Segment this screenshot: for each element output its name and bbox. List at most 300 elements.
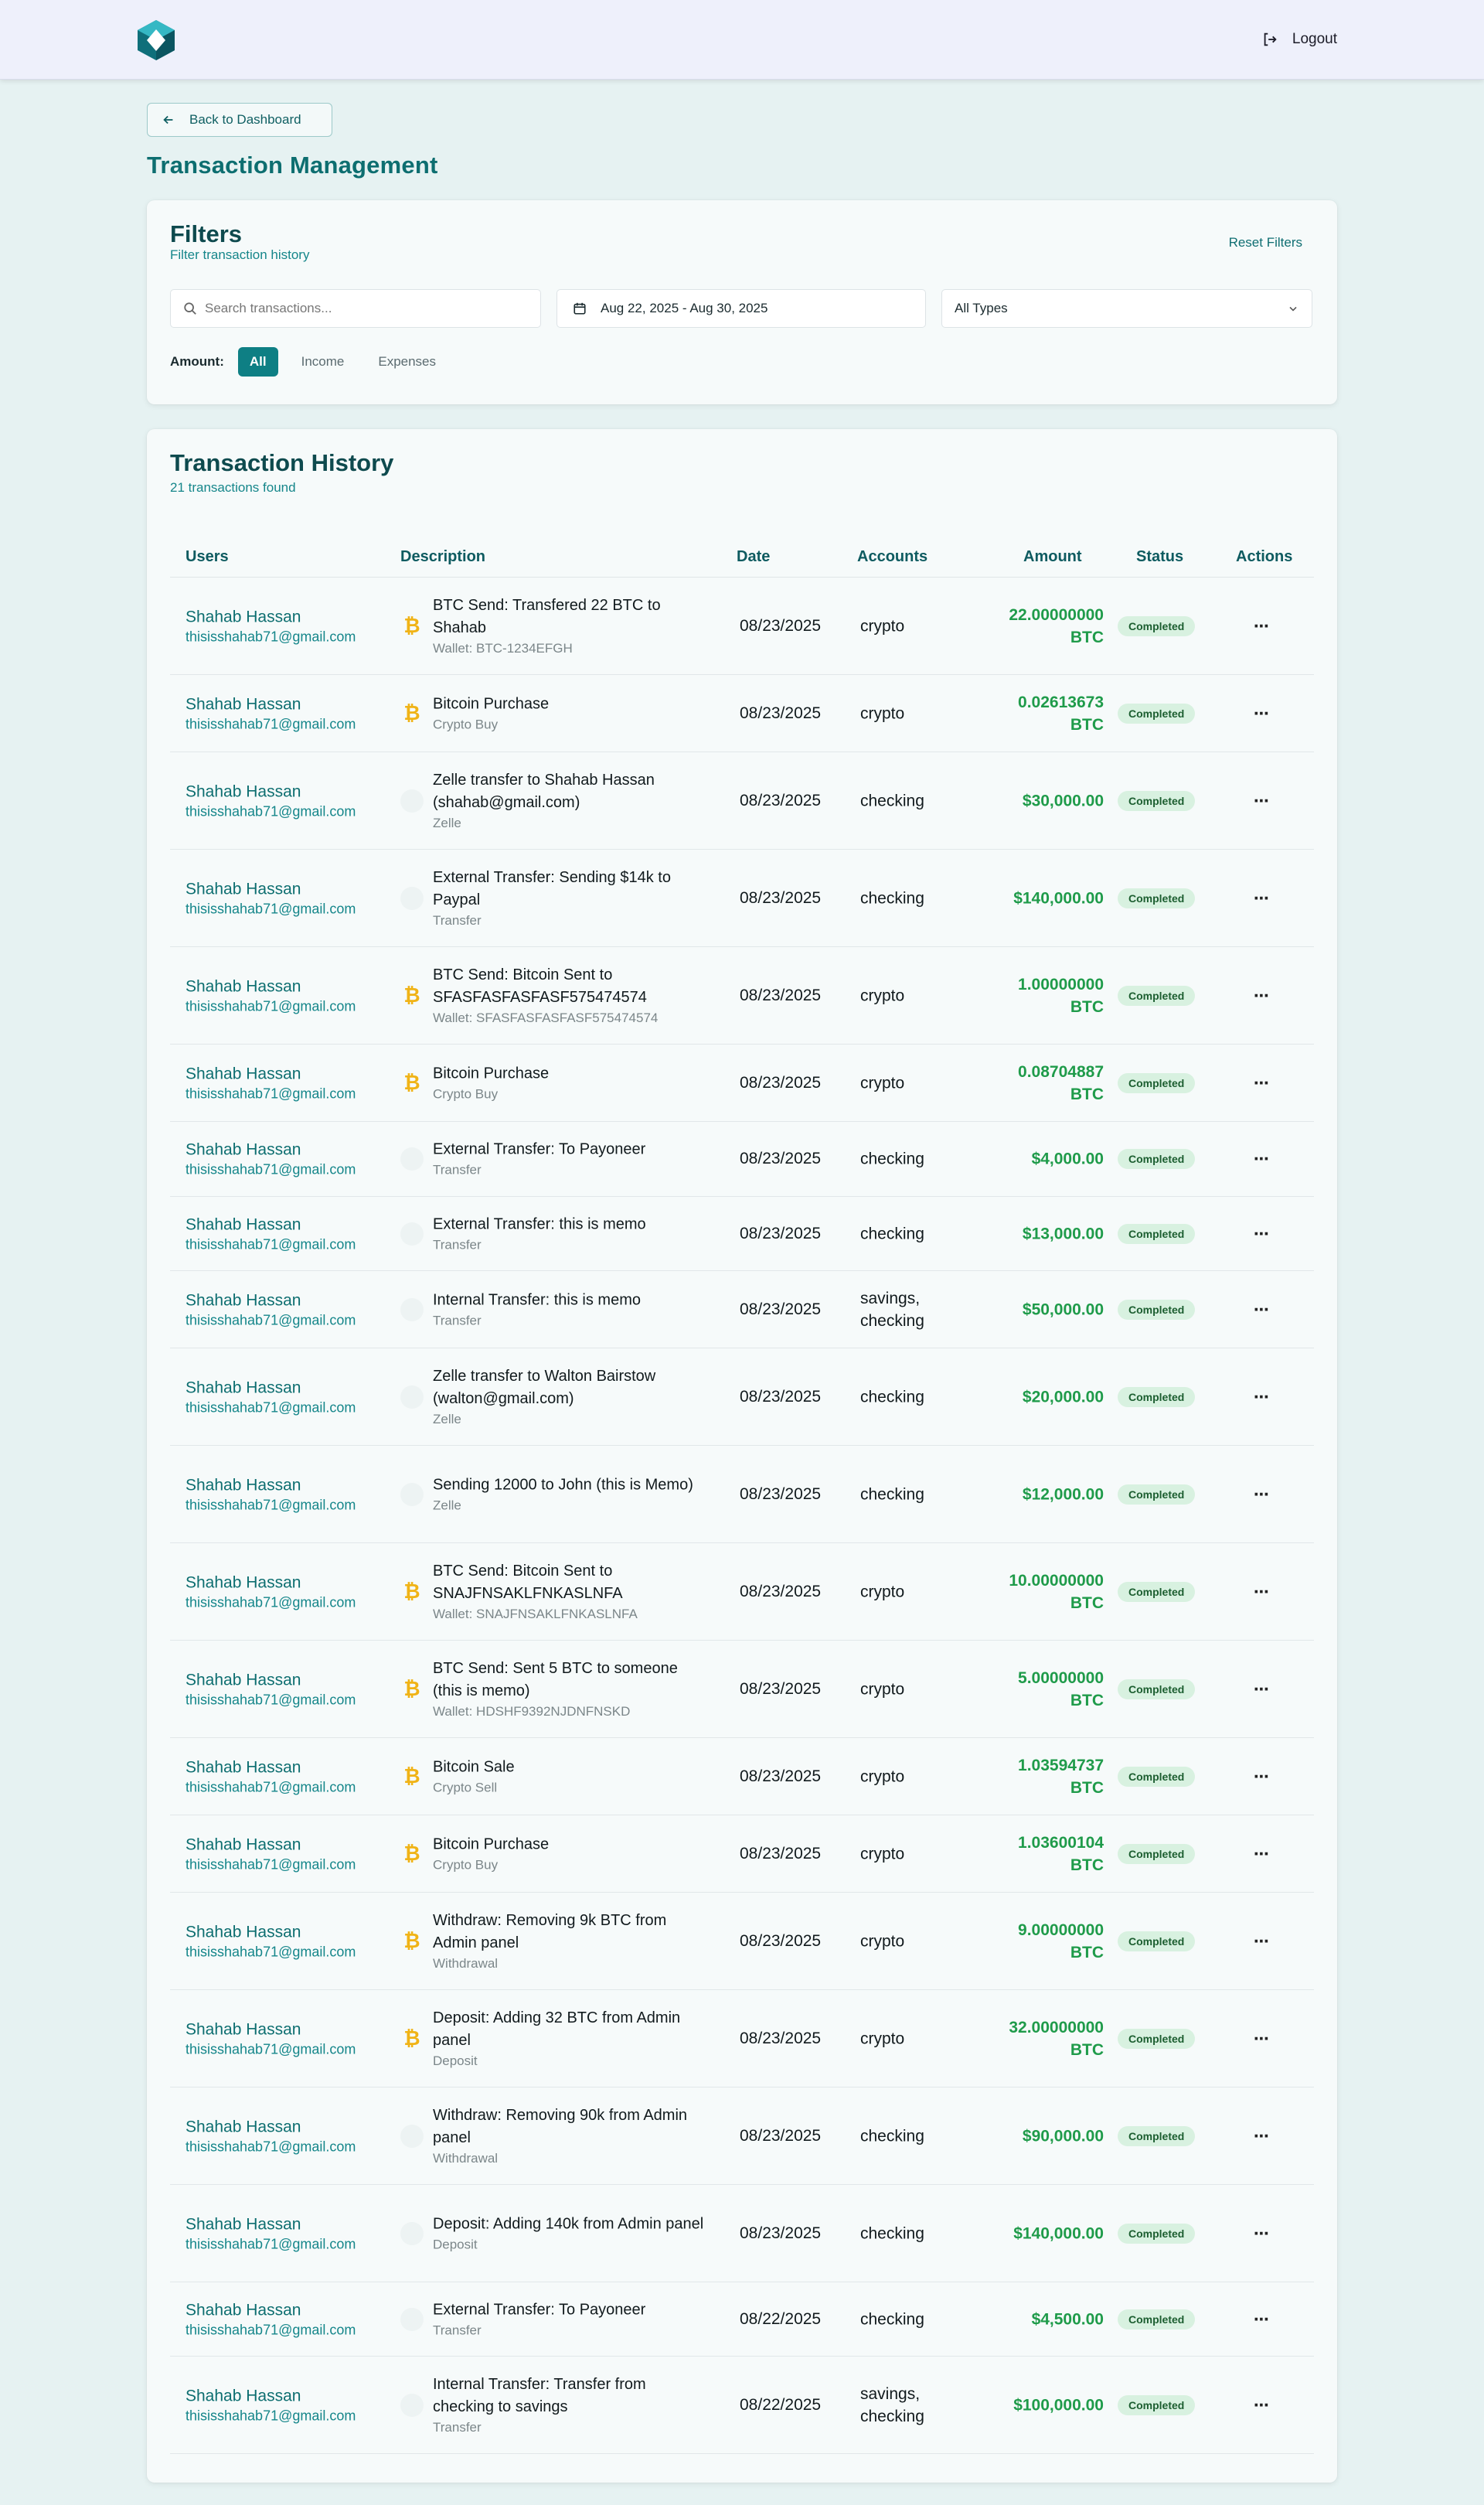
accounts-cell: checking (860, 1150, 924, 1168)
user-cell (186, 1140, 356, 1179)
user-cell (186, 976, 356, 1015)
status-badge: Completed (1118, 1300, 1195, 1320)
filters-title: Filters (170, 220, 243, 247)
description-title: Withdraw: Removing 90k from Admin panel (433, 2106, 688, 2146)
table-row (170, 2357, 1314, 2454)
description-subtitle: Transfer (433, 1237, 482, 1252)
status-badge: Completed (1118, 2309, 1195, 2329)
type-select[interactable] (941, 289, 1312, 328)
amount-filter (170, 346, 447, 377)
user-name: Shahab Hassan (186, 1215, 301, 1233)
description-title: Deposit: Adding 140k from Admin panel (433, 2215, 704, 2232)
description-title: Zelle transfer to Walton Bairstow (walton@gmail.com) (433, 1367, 656, 1407)
more-actions-icon[interactable]: ⋯ (1254, 2397, 1269, 2414)
more-actions-icon[interactable]: ⋯ (1254, 1933, 1269, 1950)
user-email: thisisshahab71@gmail.com (186, 1497, 356, 1512)
description-title: Deposit: Adding 32 BTC from Admin panel (433, 2009, 681, 2049)
amount-cell: $12,000.00 (1022, 1485, 1104, 1503)
description-cell (433, 2213, 711, 2254)
amount-option-expenses[interactable]: Expenses (378, 354, 437, 369)
user-cell (186, 694, 356, 733)
amount-cell: 22.00000000 BTC (1009, 605, 1104, 646)
table-header (170, 537, 1314, 578)
more-actions-icon[interactable]: ⋯ (1254, 1486, 1269, 1503)
table-row (170, 947, 1314, 1045)
status-badge: Completed (1118, 1073, 1195, 1093)
status-badge: Completed (1118, 791, 1195, 811)
amount-cell: 9.00000000 BTC (1018, 1920, 1104, 1961)
status-badge: Completed (1118, 1844, 1195, 1864)
accounts-cell: crypto (860, 1680, 905, 1698)
description-title: External Transfer: this is memo (433, 1215, 646, 1232)
description-cell (433, 1833, 711, 1874)
amount-cell: 1.00000000 BTC (1018, 975, 1104, 1016)
date-cell: 08/22/2025 (740, 2309, 822, 2328)
date-cell: 08/23/2025 (740, 1224, 822, 1242)
bitcoin-icon: ₿ (403, 614, 420, 637)
user-email: thisisshahab71@gmail.com (186, 998, 356, 1014)
status-cell (1118, 888, 1195, 908)
description-cell (433, 2105, 711, 2168)
description-cell (433, 1365, 711, 1429)
description-title: BTC Send: Bitcoin Sent to SNAJFNSAKLFNKASLNFA (433, 1562, 623, 1602)
amount-cell: $20,000.00 (1022, 1388, 1104, 1406)
amount-cell: $140,000.00 (1013, 2224, 1104, 2242)
accounts-cell: checking (860, 1225, 924, 1242)
description-subtitle: Transfer (433, 1313, 482, 1327)
table-row (170, 850, 1314, 947)
description-subtitle: Wallet: HDSHF9392NJDNFNSKD (433, 1703, 631, 1719)
user-email: thisisshahab71@gmail.com (186, 2408, 356, 2423)
description-subtitle: Crypto Sell (433, 1780, 498, 1794)
more-actions-icon[interactable]: ⋯ (1254, 1389, 1269, 1406)
chevron-down-icon (1287, 302, 1299, 315)
description-cell (433, 769, 711, 833)
description-title: Internal Transfer: Transfer from checking to savings (433, 2375, 646, 2415)
description-title: BTC Send: Transfered 22 BTC to Shahab (433, 596, 661, 636)
bitcoin-icon: ₿ (403, 2026, 420, 2050)
user-name: Shahab Hassan (186, 1573, 301, 1591)
status-cell (1118, 1484, 1195, 1505)
description-cell (433, 1213, 711, 1254)
user-email: thisisshahab71@gmail.com (186, 1856, 356, 1872)
description-subtitle: Crypto Buy (433, 717, 499, 731)
date-cell: 08/23/2025 (740, 1582, 822, 1600)
accounts-cell: crypto (860, 1074, 905, 1092)
bitcoin-icon: ₿ (403, 983, 420, 1007)
amount-cell: 0.08704887 BTC (1018, 1062, 1104, 1103)
filters-card (147, 200, 1337, 404)
description-title: Bitcoin Purchase (433, 695, 550, 712)
user-email: thisisshahab71@gmail.com (186, 1161, 356, 1178)
user-cell (186, 2214, 356, 2253)
back-label: Back to Dashboard (189, 112, 301, 127)
status-cell (1118, 986, 1195, 1006)
amount-cell: 1.03594737 BTC (1018, 1756, 1104, 1797)
more-actions-icon[interactable]: ⋯ (1254, 705, 1269, 722)
history-title: Transaction History (170, 449, 394, 476)
status-cell (1118, 791, 1195, 811)
more-actions-icon[interactable]: ⋯ (1254, 618, 1269, 635)
status-badge: Completed (1118, 1149, 1195, 1169)
description-cell (433, 964, 711, 1028)
logout-button[interactable] (1261, 28, 1337, 51)
description-title: Sending 12000 to John (this is Memo) (433, 1476, 693, 1493)
status-cell (1118, 1679, 1195, 1699)
table-row (170, 752, 1314, 850)
table-row (170, 1122, 1314, 1197)
status-badge: Completed (1118, 1224, 1195, 1244)
transaction-type-icon (400, 887, 424, 910)
user-email: thisisshahab71@gmail.com (186, 2139, 356, 2154)
transaction-type-icon (400, 1298, 424, 1321)
description-cell (433, 2374, 711, 2437)
table-row (170, 1348, 1314, 1446)
description-cell (433, 1756, 711, 1797)
description-subtitle: Crypto Buy (433, 1086, 499, 1101)
accounts-cell: checking (860, 889, 924, 907)
table-row (170, 1271, 1314, 1348)
status-badge: Completed (1118, 1767, 1195, 1787)
table-row (170, 1446, 1314, 1543)
date-cell: 08/23/2025 (740, 1931, 822, 1950)
amount-cell: 5.00000000 BTC (1018, 1668, 1104, 1709)
top-navbar (0, 0, 1484, 80)
user-email: thisisshahab71@gmail.com (186, 1779, 356, 1794)
status-cell (1118, 2224, 1195, 2244)
more-actions-icon[interactable]: ⋯ (1254, 2225, 1269, 2242)
user-cell (186, 2019, 356, 2058)
user-email: thisisshahab71@gmail.com (186, 1312, 356, 1327)
user-email: thisisshahab71@gmail.com (186, 1944, 356, 1959)
bitcoin-icon: ₿ (403, 1842, 420, 1865)
user-cell (186, 1921, 356, 1961)
date-cell: 08/23/2025 (740, 704, 822, 722)
more-actions-icon[interactable]: ⋯ (1254, 1681, 1269, 1698)
status-cell (1118, 616, 1195, 636)
date-cell: 08/23/2025 (740, 1300, 822, 1318)
transaction-type-icon (400, 1147, 424, 1171)
status-badge: Completed (1118, 1931, 1195, 1951)
description-title: Withdraw: Removing 9k BTC from Admin panel (433, 1911, 667, 1951)
status-cell (1118, 2126, 1195, 2146)
status-cell (1118, 1224, 1195, 1244)
user-name: Shahab Hassan (186, 2387, 301, 2404)
search-input[interactable] (205, 301, 529, 316)
table-row (170, 2185, 1314, 2282)
amount-cell: 0.02613673 BTC (1018, 693, 1104, 734)
status-badge: Completed (1118, 2224, 1195, 2244)
user-cell (186, 1572, 356, 1611)
status-cell (1118, 1073, 1195, 1093)
amount-cell: 10.00000000 BTC (1009, 1571, 1104, 1612)
more-actions-icon[interactable]: ⋯ (1254, 1301, 1269, 1318)
user-name: Shahab Hassan (186, 782, 301, 800)
status-badge: Completed (1118, 888, 1195, 908)
transaction-type-icon (400, 2308, 424, 2331)
description-subtitle: Wallet: SNAJFNSAKLFNKASLNFA (433, 1606, 638, 1621)
description-subtitle: Transfer (433, 912, 482, 928)
user-name: Shahab Hassan (186, 695, 301, 713)
more-actions-icon[interactable]: ⋯ (1254, 1768, 1269, 1785)
accounts-cell: crypto (860, 2030, 905, 2047)
description-subtitle: Deposit (433, 2237, 478, 2251)
more-actions-icon[interactable]: ⋯ (1254, 792, 1269, 809)
date-cell: 08/23/2025 (740, 1387, 822, 1406)
search-icon (183, 302, 197, 315)
date-cell: 08/23/2025 (740, 1073, 822, 1092)
amount-cell: 32.00000000 BTC (1009, 2018, 1104, 2059)
user-name: Shahab Hassan (186, 608, 301, 625)
description-subtitle: Transfer (433, 2419, 482, 2435)
column-description: Description (400, 548, 486, 565)
date-cell: 08/23/2025 (740, 888, 822, 907)
accounts-cell: crypto (860, 987, 905, 1004)
transaction-type-icon (400, 2125, 424, 2148)
table-row (170, 1990, 1314, 2088)
transaction-type-icon (400, 2394, 424, 2417)
status-badge: Completed (1118, 2126, 1195, 2146)
bitcoin-icon: ₿ (403, 1929, 420, 1952)
description-cell (433, 1560, 711, 1624)
description-title: External Transfer: Sending $14k to Paypal (433, 868, 671, 908)
description-cell (433, 867, 711, 930)
user-name: Shahab Hassan (186, 1291, 301, 1309)
user-email: thisisshahab71@gmail.com (186, 716, 356, 731)
description-title: BTC Send: Sent 5 BTC to someone (this is memo) (433, 1659, 678, 1699)
bitcoin-icon: ₿ (403, 701, 420, 724)
user-cell (186, 1290, 356, 1329)
status-cell (1118, 2395, 1195, 2415)
more-actions-icon[interactable]: ⋯ (1254, 987, 1269, 1004)
date-cell: 08/23/2025 (740, 1150, 822, 1167)
user-cell (186, 606, 356, 646)
back-to-dashboard-button[interactable] (147, 103, 332, 137)
user-email: thisisshahab71@gmail.com (186, 2041, 356, 2057)
accounts-cell: checking (860, 1485, 924, 1503)
more-actions-icon[interactable]: ⋯ (1254, 2128, 1269, 2145)
user-email: thisisshahab71@gmail.com (186, 803, 356, 819)
column-accounts: Accounts (857, 548, 928, 565)
description-title: External Transfer: To Payoneer (433, 1140, 646, 1158)
amount-cell: 1.03600104 BTC (1018, 1833, 1104, 1874)
user-cell (186, 2299, 356, 2339)
description-title: Bitcoin Purchase (433, 1835, 550, 1852)
status-cell (1118, 2029, 1195, 2049)
description-cell (433, 1289, 711, 1330)
user-cell (186, 781, 356, 820)
bitcoin-icon: ₿ (403, 1677, 420, 1700)
table-row (170, 1197, 1314, 1271)
amount-option-all[interactable]: All (238, 347, 278, 377)
user-cell (186, 1214, 356, 1253)
date-cell: 08/23/2025 (740, 1679, 822, 1698)
description-cell (433, 1910, 711, 1973)
user-cell (186, 1834, 356, 1873)
status-badge: Completed (1118, 616, 1195, 636)
date-cell: 08/23/2025 (740, 616, 822, 635)
user-cell (186, 1474, 356, 1514)
status-badge: Completed (1118, 986, 1195, 1006)
amount-cell: $100,000.00 (1013, 2396, 1104, 2414)
accounts-cell: checking (860, 792, 924, 809)
column-users: Users (186, 548, 229, 565)
description-cell (433, 2007, 711, 2070)
user-name: Shahab Hassan (186, 2215, 301, 2233)
transaction-type-icon (400, 1222, 424, 1246)
user-name: Shahab Hassan (186, 2118, 301, 2135)
description-title: Bitcoin Sale (433, 1758, 515, 1775)
accounts-cell: crypto (860, 704, 905, 722)
user-name: Shahab Hassan (186, 1671, 301, 1689)
status-cell (1118, 1931, 1195, 1951)
status-cell (1118, 1844, 1195, 1864)
accounts-cell: crypto (860, 1767, 905, 1785)
description-cell (433, 693, 711, 734)
description-cell (433, 1139, 711, 1180)
user-name: Shahab Hassan (186, 977, 301, 995)
accounts-cell: crypto (860, 1845, 905, 1863)
date-range-value: Aug 22, 2025 - Aug 30, 2025 (601, 301, 768, 315)
more-actions-icon[interactable]: ⋯ (1254, 1583, 1269, 1600)
status-badge: Completed (1118, 1582, 1195, 1602)
accounts-cell: checking (860, 2310, 924, 2328)
date-cell: 08/23/2025 (740, 2029, 822, 2047)
table-row (170, 1893, 1314, 1990)
page-title: Transaction Management (147, 152, 438, 179)
user-cell (186, 1377, 356, 1416)
description-subtitle: Zelle (433, 1498, 461, 1512)
amount-cell: $4,500.00 (1031, 2310, 1104, 2328)
description-title: Zelle transfer to Shahab Hassan (shahab@gmail.com) (433, 771, 655, 811)
date-cell: 08/23/2025 (740, 986, 822, 1004)
amount-option-income[interactable]: Income (301, 354, 345, 369)
bitcoin-icon: ₿ (403, 1071, 420, 1094)
date-cell: 08/23/2025 (740, 2224, 822, 2242)
status-cell (1118, 1149, 1195, 1169)
table-row (170, 1045, 1314, 1122)
user-email: thisisshahab71@gmail.com (186, 2236, 356, 2251)
description-cell (433, 1658, 711, 1721)
filters-subtitle: Filter transaction history (170, 247, 310, 262)
description-subtitle: Zelle (433, 1411, 461, 1426)
calendar-icon (573, 302, 587, 315)
accounts-cell: checking (860, 1388, 924, 1406)
status-badge: Completed (1118, 1387, 1195, 1407)
more-actions-icon[interactable]: ⋯ (1254, 2030, 1269, 2047)
accounts-cell: checking (860, 2224, 924, 2242)
more-actions-icon[interactable]: ⋯ (1254, 1846, 1269, 1863)
accounts-cell: checking (860, 2127, 924, 2145)
description-subtitle: Deposit (433, 2053, 478, 2068)
column-actions: Actions (1236, 548, 1293, 565)
status-badge: Completed (1118, 2029, 1195, 2049)
user-email: thisisshahab71@gmail.com (186, 1086, 356, 1101)
user-email: thisisshahab71@gmail.com (186, 1692, 356, 1707)
arrow-left-icon (162, 113, 175, 127)
bitcoin-icon: ₿ (403, 1764, 420, 1788)
status-badge: Completed (1118, 704, 1195, 724)
date-cell: 08/23/2025 (740, 1484, 822, 1503)
table-row (170, 1641, 1314, 1738)
description-title: BTC Send: Bitcoin Sent to SFASFASFASFASF575474574 (433, 966, 647, 1006)
description-title: External Transfer: To Payoneer (433, 2301, 646, 2318)
user-email: thisisshahab71@gmail.com (186, 901, 356, 916)
status-badge: Completed (1118, 2395, 1195, 2415)
user-name: Shahab Hassan (186, 1140, 301, 1159)
reset-filters-button[interactable]: Reset Filters (1228, 235, 1302, 250)
logout-label: Logout (1292, 31, 1337, 47)
table-row (170, 1543, 1314, 1641)
user-cell (186, 1669, 356, 1709)
description-title: Internal Transfer: this is memo (433, 1291, 641, 1308)
status-badge: Completed (1118, 1679, 1195, 1699)
amount-cell: $140,000.00 (1013, 889, 1104, 907)
description-title: Bitcoin Purchase (433, 1065, 550, 1082)
table-row (170, 1815, 1314, 1893)
amount-cell: $13,000.00 (1022, 1225, 1104, 1242)
status-cell (1118, 2309, 1195, 2329)
status-cell (1118, 1767, 1195, 1787)
logo-icon (136, 19, 176, 62)
search-field[interactable] (170, 289, 541, 328)
transaction-type-icon (400, 1483, 424, 1506)
description-subtitle: Wallet: SFASFASFASFASF575474574 (433, 1010, 659, 1025)
accounts-cell: savings, checking (860, 2384, 924, 2425)
user-cell (186, 1063, 356, 1103)
amount-cell: $50,000.00 (1022, 1300, 1104, 1318)
user-name: Shahab Hassan (186, 1835, 301, 1853)
description-cell (433, 1474, 711, 1515)
user-name: Shahab Hassan (186, 1758, 301, 1776)
more-actions-icon[interactable]: ⋯ (1254, 1075, 1269, 1092)
date-range-picker[interactable] (556, 289, 926, 328)
transaction-history-card (147, 429, 1337, 2483)
amount-cell: $4,000.00 (1031, 1150, 1104, 1168)
more-actions-icon[interactable]: ⋯ (1254, 1150, 1269, 1168)
logout-icon (1261, 31, 1278, 48)
user-name: Shahab Hassan (186, 1476, 301, 1494)
accounts-cell: crypto (860, 1932, 905, 1950)
user-email: thisisshahab71@gmail.com (186, 1399, 356, 1415)
description-subtitle: Wallet: BTC-1234EFGH (433, 640, 573, 656)
description-subtitle: Withdrawal (433, 2150, 499, 2166)
user-cell (186, 2116, 356, 2156)
column-amount: Amount (1023, 548, 1082, 565)
accounts-cell: crypto (860, 617, 905, 635)
user-name: Shahab Hassan (186, 1923, 301, 1941)
user-cell (186, 1757, 356, 1796)
amount-cell: $30,000.00 (1022, 792, 1104, 809)
more-actions-icon[interactable]: ⋯ (1254, 2311, 1269, 2328)
description-subtitle: Zelle (433, 815, 461, 830)
transaction-type-icon (400, 1385, 424, 1409)
column-status: Status (1136, 548, 1184, 565)
user-email: thisisshahab71@gmail.com (186, 2322, 356, 2337)
amount-cell: $90,000.00 (1022, 2127, 1104, 2145)
description-subtitle: Crypto Buy (433, 1857, 499, 1872)
user-name: Shahab Hassan (186, 1065, 301, 1082)
amount-label: Amount: (170, 354, 224, 369)
more-actions-icon[interactable]: ⋯ (1254, 1225, 1269, 1242)
date-cell: 08/23/2025 (740, 791, 822, 809)
status-cell (1118, 1582, 1195, 1602)
user-name: Shahab Hassan (186, 1379, 301, 1396)
user-email: thisisshahab71@gmail.com (186, 1236, 356, 1252)
more-actions-icon[interactable]: ⋯ (1254, 890, 1269, 907)
column-date: Date (737, 548, 771, 565)
user-email: thisisshahab71@gmail.com (186, 1594, 356, 1610)
